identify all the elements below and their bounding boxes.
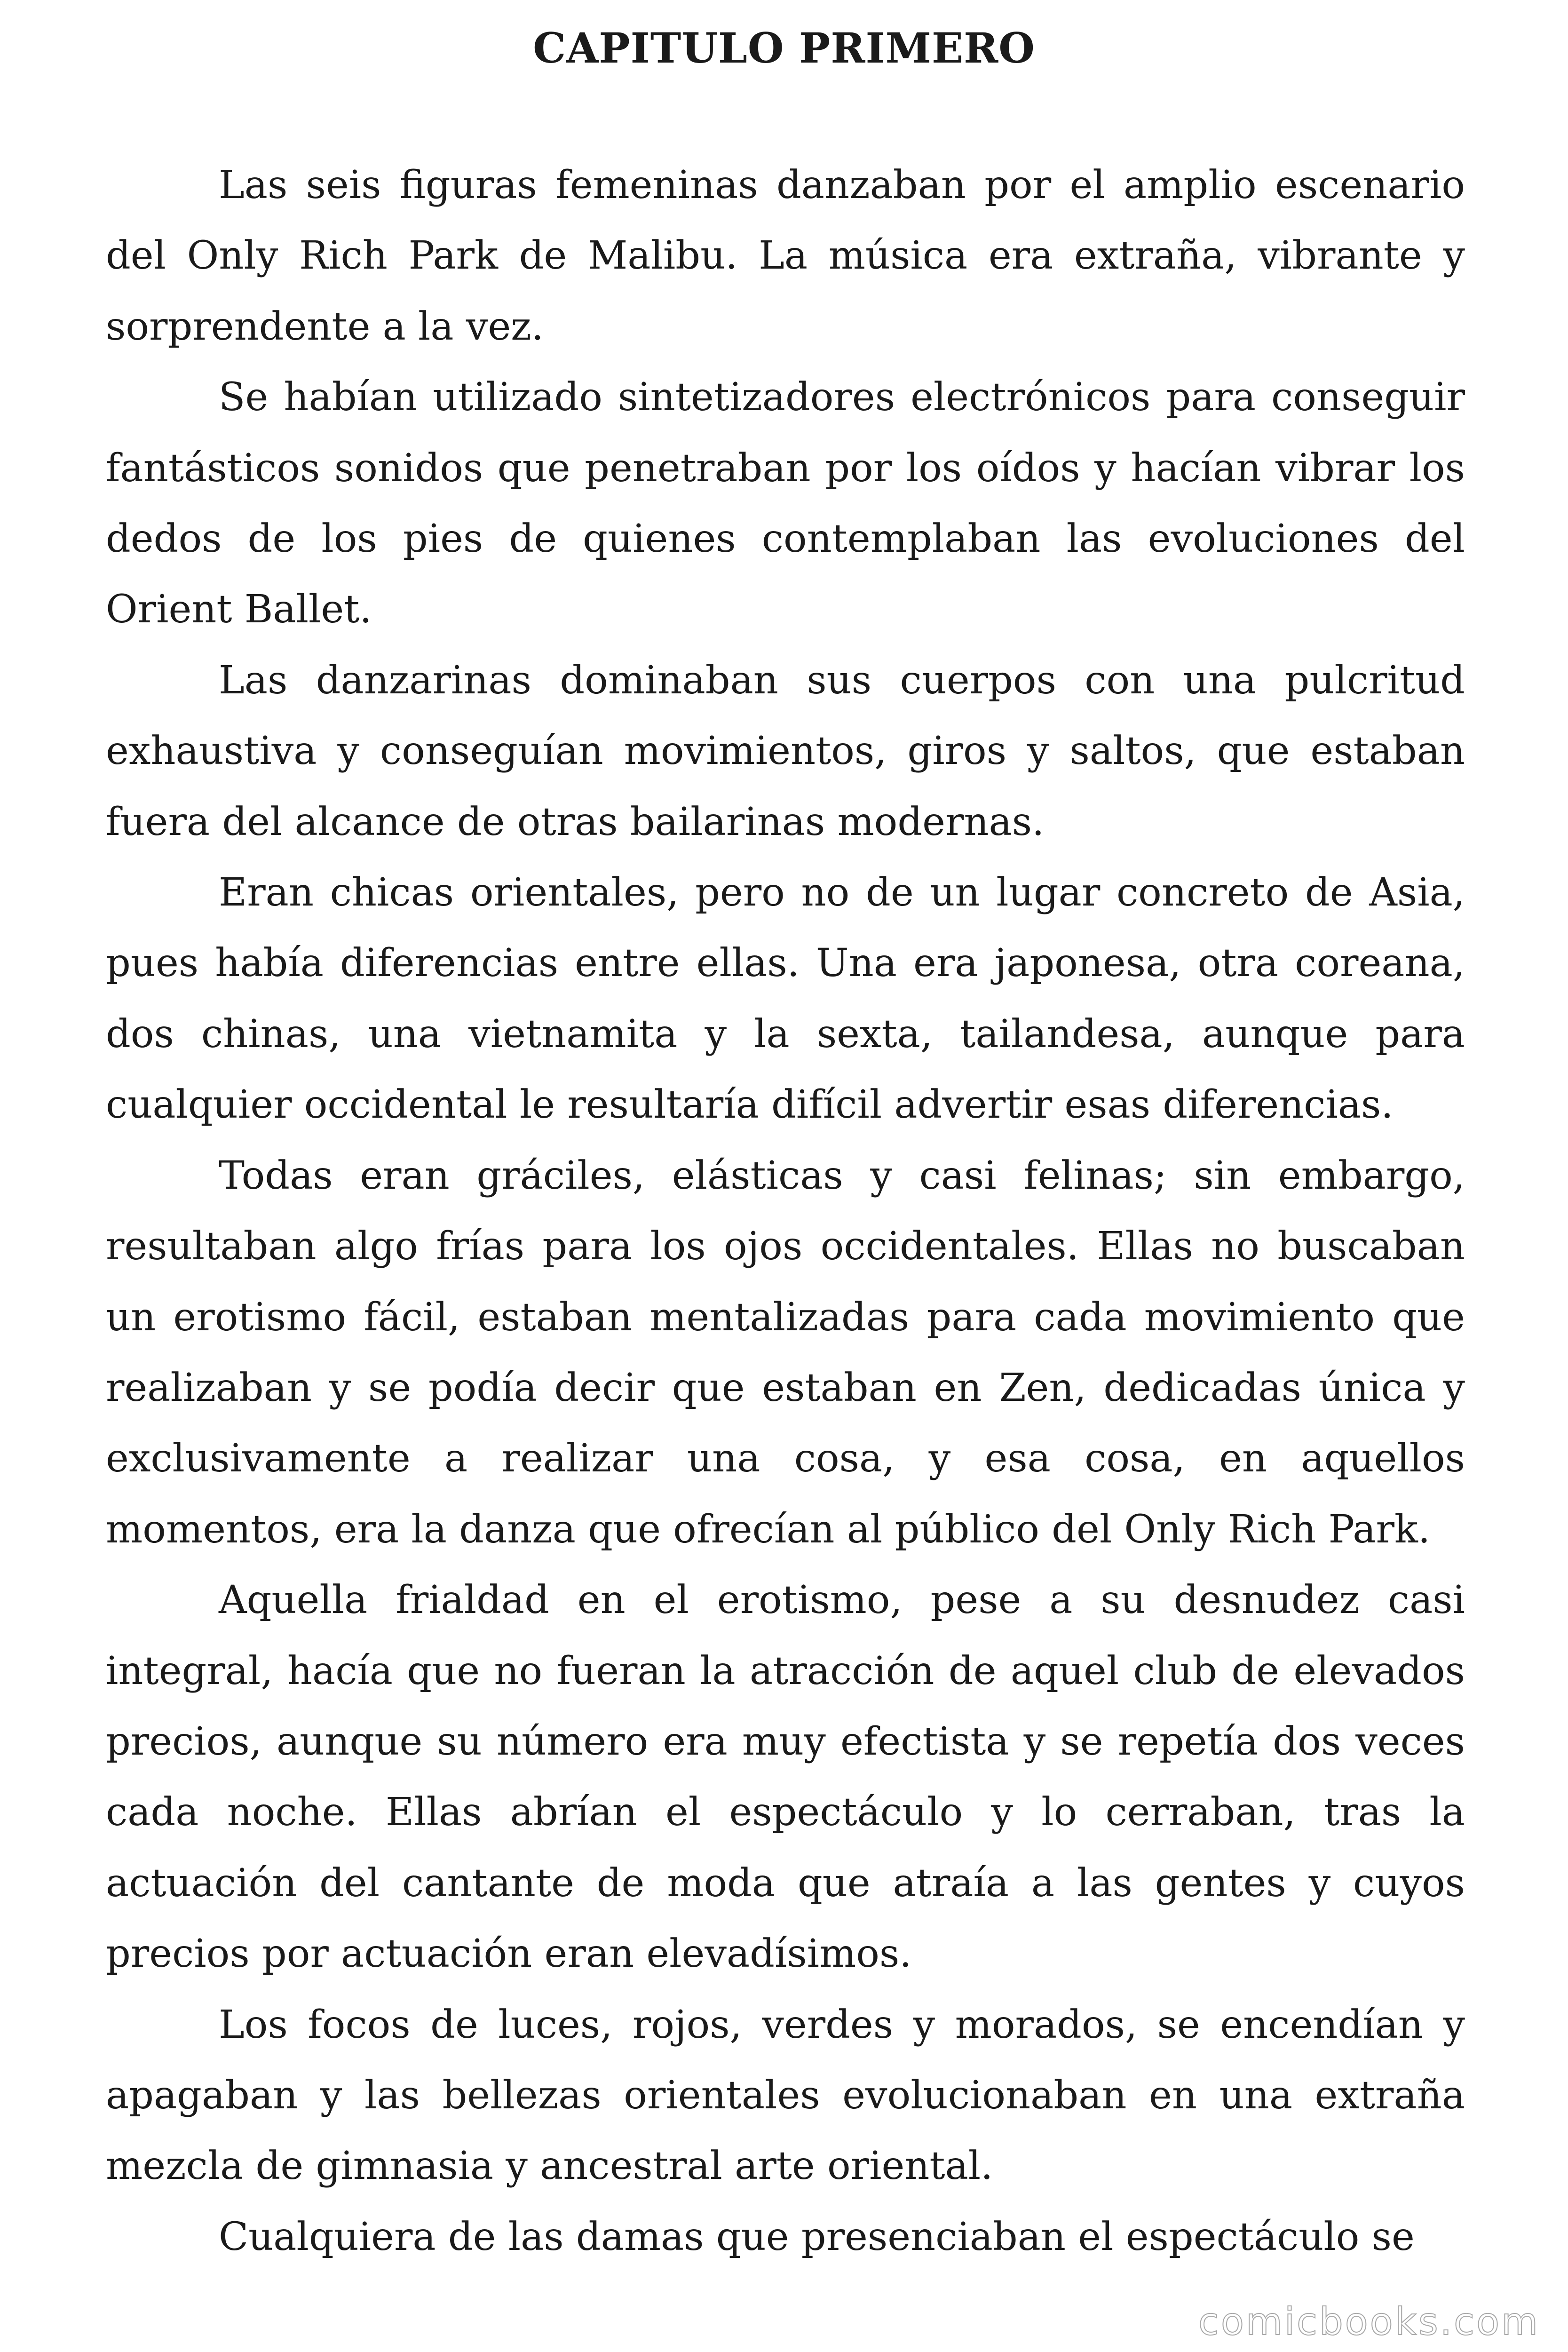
- paragraph: Aquella frialdad en el erotismo, pese a su desnudez casi integral, hacía que no fueran la atracción de aquel club de elevados precios, aunque su número era muy efectista y se repetía dos veces cada noche. Ellas abrían el espectáculo y lo cerraban, tras la actuación del cantante de moda que atraía a las gentes y cuyos precios por actuación eran elevadísimos.: [106, 1577, 1465, 1977]
- watermark: comicbooks.com: [1198, 2300, 1540, 2344]
- paragraph: Eran chicas orientales, pero no de un lugar concreto de Asia, pues había diferencias entre ellas. Una era japonesa, otra coreana, dos chinas, una vietnamita y la sexta, tailandesa, aunque para cualquier occidental le resultaría difícil advertir esas diferencias.: [106, 870, 1465, 1128]
- paragraph: Las danzarinas dominaban sus cuerpos con una pulcritud exhaustiva y conseguían movimientos, giros y saltos, que estaban fuera del alcance de otras bailarinas modernas.: [106, 657, 1465, 844]
- paragraph: Todas eran gráciles, elásticas y casi felinas; sin embargo, resultaban algo frías para los ojos occidentales. Ellas no buscaban un erotismo fácil, estaban mentalizadas para cada movimiento que realizaban y se podía decir que estaban en Zen, dedicadas única y exclusivamente a realizar una cosa, y esa cosa, en aquellos momentos, era la danza que ofrecían al público del Only Rich Park.: [106, 1152, 1465, 1552]
- paragraph: Cualquiera de las damas que presenciaban el espectáculo se: [219, 2214, 1415, 2259]
- paragraph: Las seis figuras femeninas danzaban por el amplio escenario del Only Rich Park de Malibu. La música era extraña, vibrante y sorprendente a la vez.: [106, 162, 1465, 349]
- paragraph: Se habían utilizado sintetizadores electrónicos para conseguir fantásticos sonidos que penetraban por los oídos y hacían vibrar los dedos de los pies de quienes contemplaban las evoluciones del Orient Ballet.: [106, 374, 1465, 632]
- chapter-title: CAPITULO PRIMERO: [533, 24, 1035, 72]
- paragraph: Los focos de luces, rojos, verdes y morados, se encendían y apagaban y las bellezas orientales evolucionaban en una extraña mezcla de gimnasia y ancestral arte oriental.: [106, 2002, 1465, 2189]
- body-text: [106, 150, 1465, 2272]
